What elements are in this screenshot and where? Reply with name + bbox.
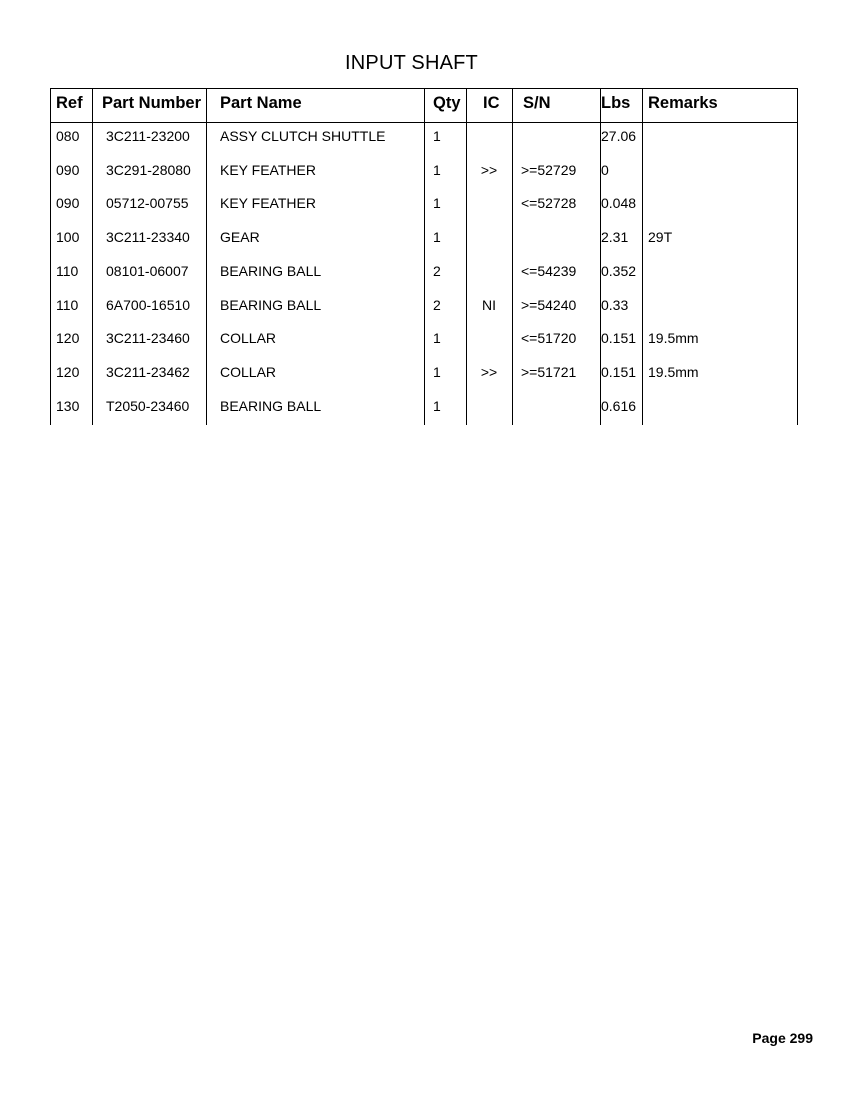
cell-ic: >> bbox=[480, 161, 498, 178]
cell-ic: NI bbox=[482, 296, 496, 313]
cell-ic: >> bbox=[480, 363, 498, 380]
cell-part-name: KEY FEATHER bbox=[220, 161, 316, 178]
cell-remarks: 19.5mm bbox=[648, 330, 699, 347]
cell-ref: 110 bbox=[56, 262, 79, 279]
header-remarks: Remarks bbox=[648, 94, 718, 112]
parts-table bbox=[50, 88, 798, 425]
cell-part-number: 3C211-23462 bbox=[106, 363, 190, 380]
cell-ref: 120 bbox=[56, 363, 80, 380]
cell-ref: 120 bbox=[56, 330, 80, 347]
cell-part-number: 3C211-23200 bbox=[106, 128, 190, 144]
cell-part-name: BEARING BALL bbox=[220, 296, 322, 313]
cell-qty: 1 bbox=[433, 363, 441, 380]
cell-qty: 1 bbox=[433, 128, 441, 144]
cell-ref: 080 bbox=[56, 128, 80, 144]
cell-ref: 130 bbox=[56, 397, 80, 414]
col-divider bbox=[206, 88, 207, 425]
col-divider bbox=[512, 88, 513, 425]
cell-part-number: 08101-06007 bbox=[106, 262, 189, 279]
cell-lbs: 0.151 bbox=[601, 330, 637, 347]
cell-ref: 110 bbox=[56, 296, 79, 313]
cell-qty: 1 bbox=[433, 161, 441, 178]
header-part-number: Part Number bbox=[102, 94, 202, 112]
cell-ref: 090 bbox=[56, 161, 80, 178]
col-divider bbox=[424, 88, 425, 425]
col-divider bbox=[642, 88, 643, 425]
cell-remarks: 29T bbox=[648, 229, 673, 246]
cell-qty: 1 bbox=[433, 330, 441, 347]
cell-ref: 100 bbox=[56, 229, 80, 246]
cell-qty: 2 bbox=[433, 296, 441, 313]
cell-part-name: COLLAR bbox=[220, 330, 277, 347]
cell-ref: 090 bbox=[56, 195, 80, 212]
header-sn: S/N bbox=[523, 94, 551, 112]
cell-lbs: 0.151 bbox=[601, 363, 637, 380]
cell-lbs: 2.31 bbox=[601, 229, 629, 246]
cell-part-name: COLLAR bbox=[220, 363, 277, 380]
cell-sn: <=54239 bbox=[521, 262, 577, 279]
cell-sn: >=54240 bbox=[521, 296, 577, 313]
cell-qty: 1 bbox=[433, 195, 441, 212]
cell-qty: 2 bbox=[433, 262, 441, 279]
cell-part-name: BEARING BALL bbox=[220, 262, 322, 279]
cell-sn: >=51721 bbox=[521, 363, 577, 380]
header-lbs: Lbs bbox=[601, 94, 631, 112]
cell-lbs: 0.352 bbox=[601, 262, 637, 279]
cell-sn: >=52729 bbox=[521, 161, 577, 178]
cell-qty: 1 bbox=[433, 229, 441, 246]
cell-lbs: 0.048 bbox=[601, 195, 637, 212]
col-divider bbox=[797, 88, 798, 425]
cell-part-name: ASSY CLUTCH SHUTTLE bbox=[220, 128, 386, 144]
cell-part-name: BEARING BALL bbox=[220, 397, 322, 414]
cell-lbs: 0.616 bbox=[601, 397, 637, 414]
cell-part-number: 3C211-23340 bbox=[106, 229, 190, 246]
cell-sn: <=52728 bbox=[521, 195, 577, 212]
cell-remarks: 19.5mm bbox=[648, 363, 699, 380]
cell-lbs: 27.06 bbox=[601, 128, 637, 144]
cell-part-number: 3C211-23460 bbox=[106, 330, 190, 347]
cell-part-name: KEY FEATHER bbox=[220, 195, 316, 212]
header-ref: Ref bbox=[56, 94, 83, 112]
header-ic: IC bbox=[483, 94, 500, 112]
cell-part-name: GEAR bbox=[220, 229, 260, 246]
cell-sn: <=51720 bbox=[521, 330, 577, 347]
cell-part-number: T2050-23460 bbox=[106, 397, 190, 414]
header-qty: Qty bbox=[433, 94, 461, 112]
cell-part-number: 3C291-28080 bbox=[106, 161, 191, 178]
col-divider bbox=[92, 88, 93, 425]
cell-lbs: 0 bbox=[601, 161, 609, 178]
cell-part-number: 05712-00755 bbox=[106, 195, 189, 212]
col-divider bbox=[50, 88, 51, 425]
cell-qty: 1 bbox=[433, 397, 441, 414]
page-title: INPUT SHAFT bbox=[345, 52, 478, 74]
cell-lbs: 0.33 bbox=[601, 296, 629, 313]
header-part-name: Part Name bbox=[220, 94, 302, 112]
cell-part-number: 6A700-16510 bbox=[106, 296, 191, 313]
page-number: Page 299 bbox=[752, 1030, 813, 1046]
